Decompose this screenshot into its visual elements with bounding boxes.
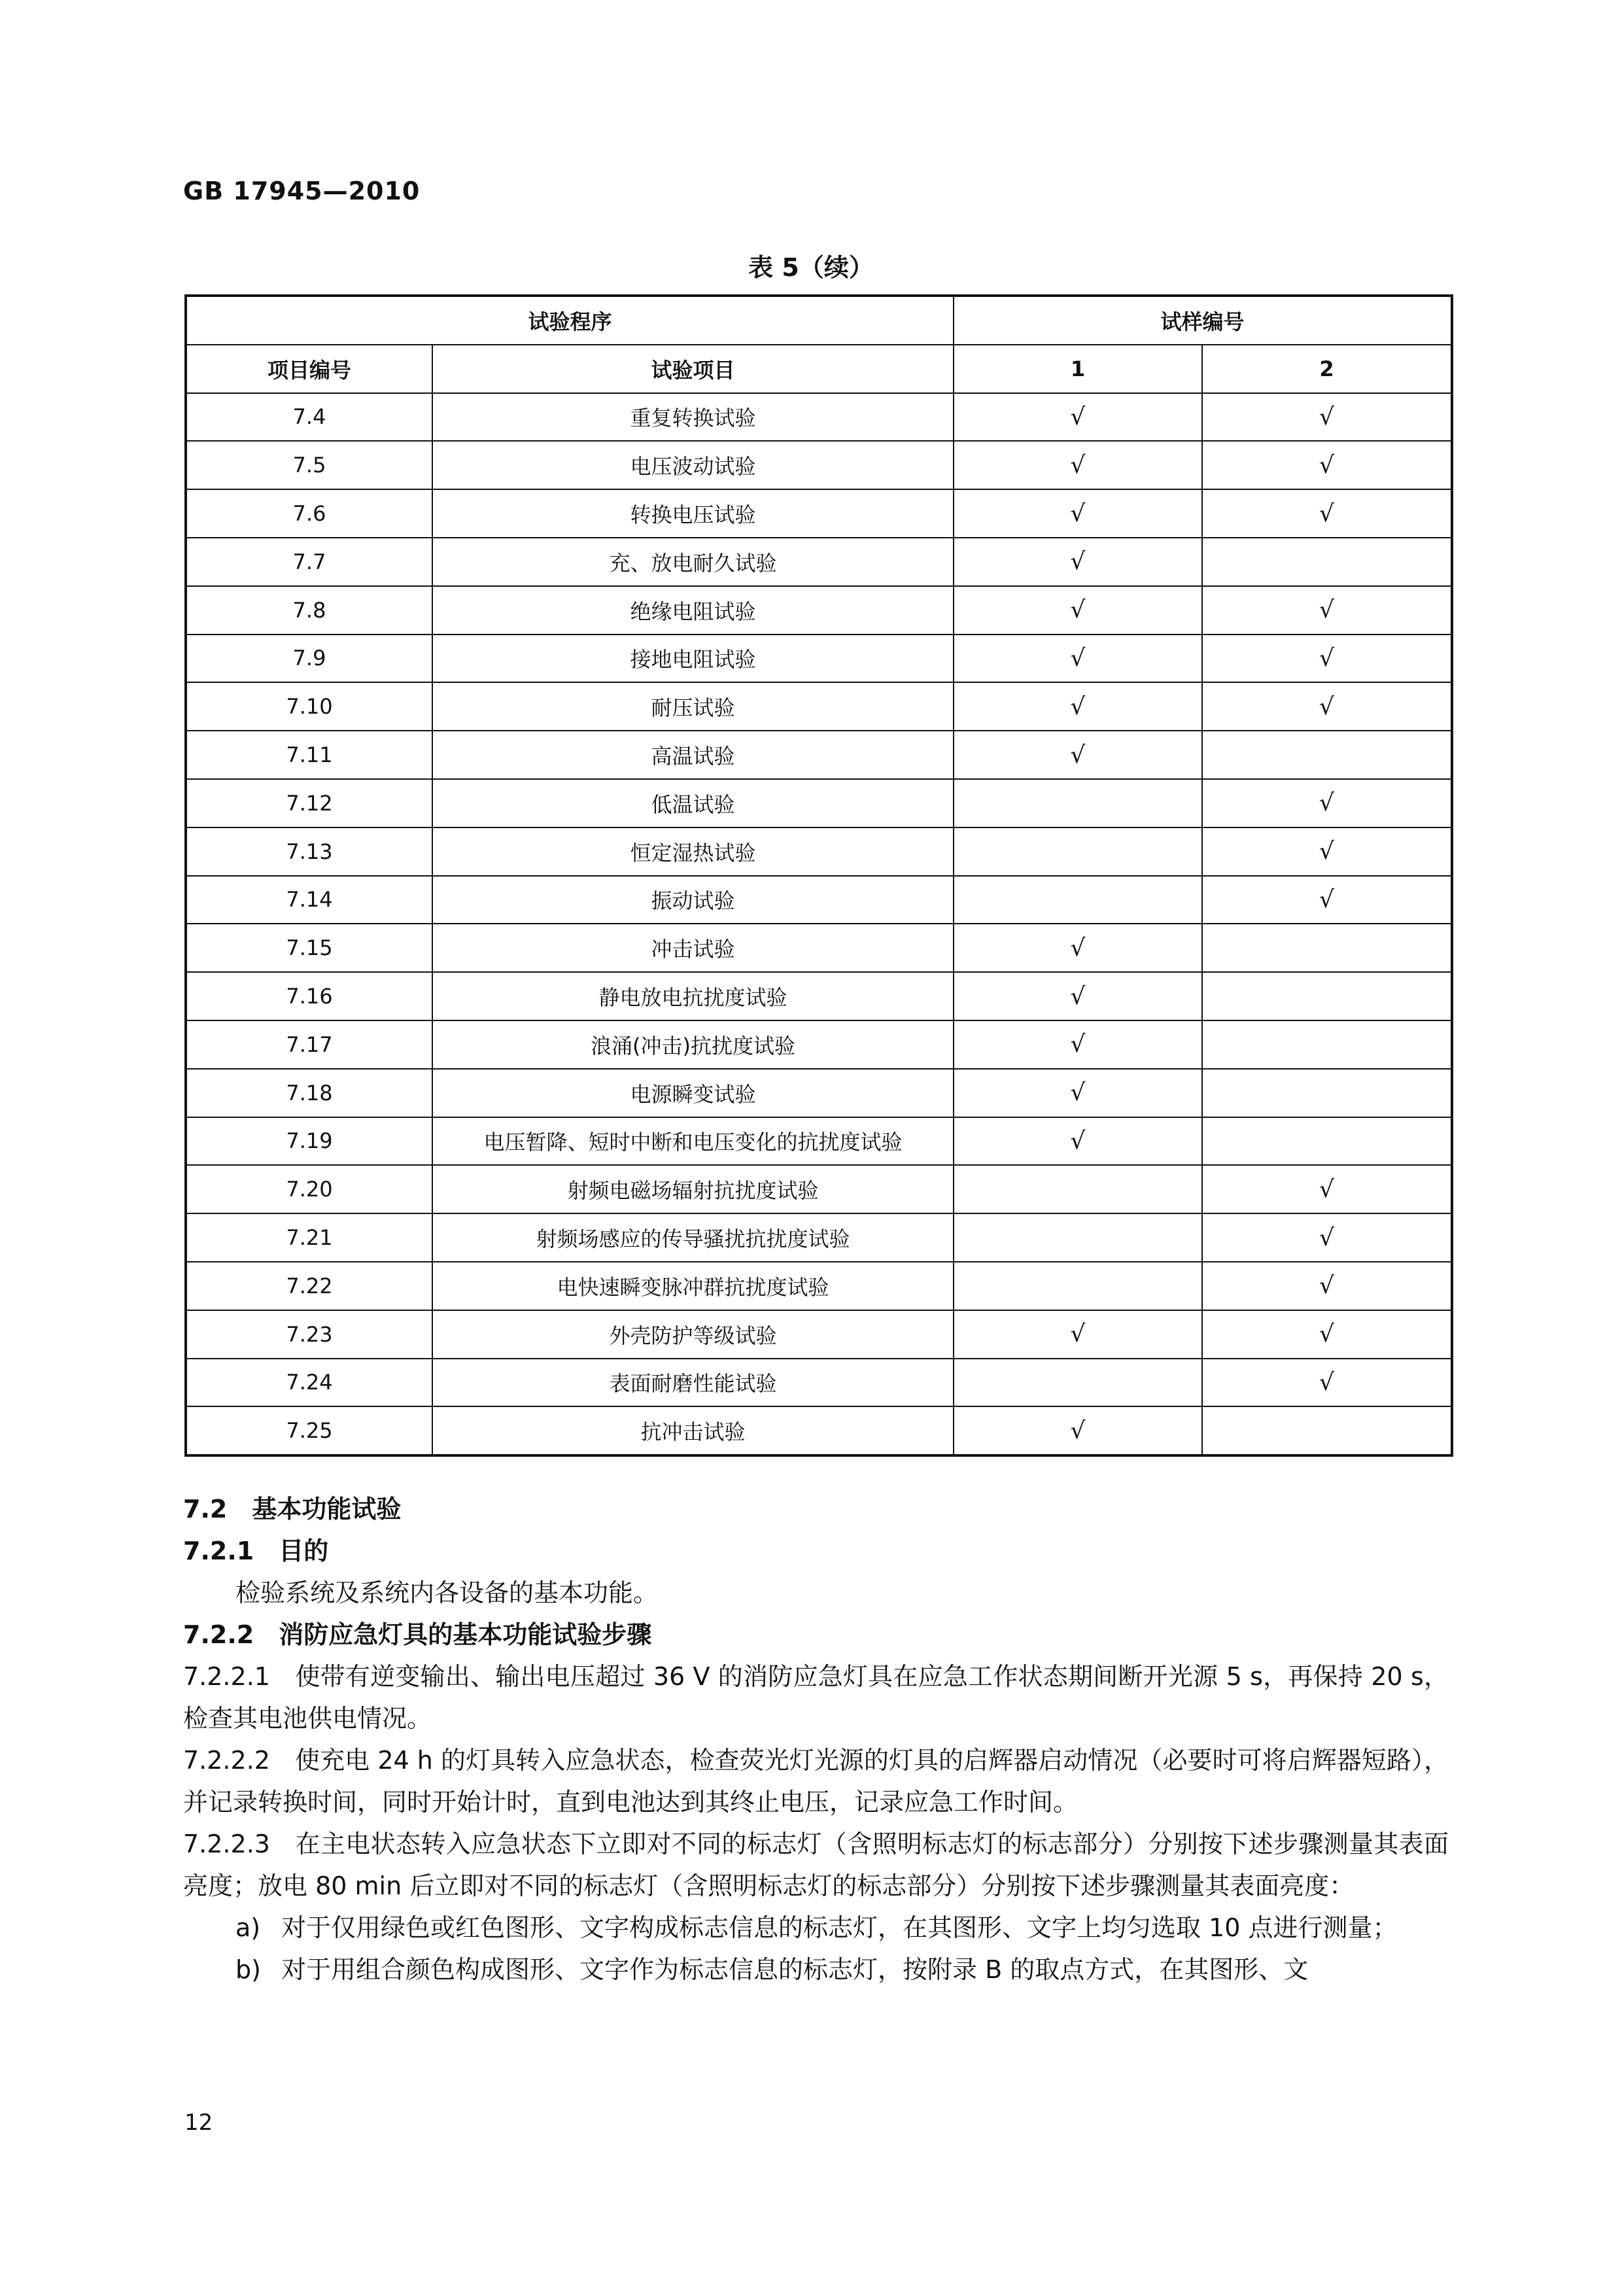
item-name-cell: 电源瞬变试验	[432, 1069, 954, 1117]
sample1-mark-cell: √	[954, 731, 1202, 779]
sample2-mark-cell: √	[1202, 1213, 1452, 1262]
sample2-mark-cell	[1202, 1020, 1452, 1069]
list-item-a-text: 对于仅用绿色或红色图形、文字构成标志信息的标志灯，在其图形、文字上均匀选取 10 点进行测量；	[281, 1913, 1398, 1942]
section-7-2-heading: 7.2 基本功能试验	[183, 1495, 402, 1523]
table-row	[186, 1310, 1452, 1359]
sample1-mark-cell	[954, 1165, 1202, 1213]
item-no-cell: 7.11	[186, 731, 432, 779]
clause-7-2-2-2: 7.2.2.2 使充电 24 h 的灯具转入应急状态，检查荧光灯光源的灯具的启辉器启动情况（必要时可将启辉器短路），并记录转换时间，同时开始计时，直到电池达到其终止电压，记录应急工作时间。	[183, 1746, 1449, 1817]
item-no-cell: 7.14	[186, 876, 432, 924]
procedure-header: 试验程序	[186, 296, 954, 345]
table-row	[186, 635, 1452, 683]
table-group-header-row	[186, 296, 1452, 345]
item-no-cell: 7.22	[186, 1262, 432, 1310]
item-no-cell: 7.24	[186, 1359, 432, 1407]
item-no-cell: 7.5	[186, 441, 432, 489]
item-no-cell: 7.15	[186, 924, 432, 972]
sample2-mark-cell: √	[1202, 827, 1452, 876]
clause-7-2-2-1: 7.2.2.1 使带有逆变输出、输出电压超过 36 V 的消防应急灯具在应急工作状态期间断开光源 5 s，再保持 20 s，检查其电池供电情况。	[183, 1662, 1449, 1733]
table-row	[186, 731, 1452, 779]
sample2-mark-cell: √	[1202, 779, 1452, 827]
table-row	[186, 827, 1452, 876]
item-name-cell: 电压暂降、短时中断和电压变化的抗扰度试验	[432, 1117, 954, 1166]
item-name-cell: 浪涌(冲击)抗扰度试验	[432, 1020, 954, 1069]
item-name-cell: 高温试验	[432, 731, 954, 779]
item-name-cell: 外壳防护等级试验	[432, 1310, 954, 1359]
item-no-cell: 7.20	[186, 1165, 432, 1213]
sample2-header: 2	[1202, 345, 1452, 393]
list-item-b	[183, 1949, 1449, 1991]
item-name-cell: 电快速瞬变脉冲群抗扰度试验	[432, 1262, 954, 1310]
sample2-mark-cell: √	[1202, 635, 1452, 683]
sample2-mark-cell	[1202, 731, 1452, 779]
item-no-cell: 7.6	[186, 489, 432, 538]
item-name-cell: 耐压试验	[432, 682, 954, 731]
table-row	[186, 1165, 1452, 1213]
table-caption: 表 5（续）	[748, 253, 874, 282]
sample1-mark-cell: √	[954, 1310, 1202, 1359]
item-name-cell: 重复转换试验	[432, 393, 954, 442]
item-no-cell: 7.17	[186, 1020, 432, 1069]
item-name-cell: 转换电压试验	[432, 489, 954, 538]
table-row	[186, 538, 1452, 586]
item-no-header: 项目编号	[186, 345, 432, 393]
list-item-a-label: a)	[235, 1913, 261, 1942]
item-no-cell: 7.12	[186, 779, 432, 827]
list-item-b-text: 对于用组合颜色构成图形、文字作为标志信息的标志灯，按附录 B 的取点方式，在其图形、文	[281, 1955, 1309, 1984]
table-column-header-row	[186, 345, 1452, 393]
sample2-mark-cell: √	[1202, 1165, 1452, 1213]
sample1-mark-cell: √	[954, 682, 1202, 731]
sample1-mark-cell: √	[954, 538, 1202, 586]
table-row	[186, 924, 1452, 972]
item-name-cell: 表面耐磨性能试验	[432, 1359, 954, 1407]
item-no-cell: 7.16	[186, 972, 432, 1020]
sample1-mark-cell: √	[954, 1117, 1202, 1166]
table-row	[186, 441, 1452, 489]
table-row	[186, 586, 1452, 635]
sample1-mark-cell: √	[954, 924, 1202, 972]
list-item-b-label: b)	[235, 1955, 261, 1984]
item-name-cell: 接地电阻试验	[432, 635, 954, 683]
sample2-mark-cell: √	[1202, 682, 1452, 731]
sample2-mark-cell	[1202, 1069, 1452, 1117]
list-item-a	[183, 1907, 1449, 1949]
item-name-cell: 恒定湿热试验	[432, 827, 954, 876]
item-no-cell: 7.23	[186, 1310, 432, 1359]
section-7-2-2-heading: 7.2.2 消防应急灯具的基本功能试验步骤	[183, 1620, 652, 1649]
table-row	[186, 489, 1452, 538]
item-name-cell: 充、放电耐久试验	[432, 538, 954, 586]
sample2-mark-cell	[1202, 1117, 1452, 1166]
table-row	[186, 1117, 1452, 1166]
standard-code: GB 17945—2010	[183, 177, 421, 205]
table-row	[186, 393, 1452, 442]
sample1-mark-cell: √	[954, 635, 1202, 683]
sample2-mark-cell: √	[1202, 586, 1452, 635]
item-no-cell: 7.18	[186, 1069, 432, 1117]
table-row	[186, 972, 1452, 1020]
item-no-cell: 7.7	[186, 538, 432, 586]
sample2-mark-cell: √	[1202, 1262, 1452, 1310]
table-row	[186, 682, 1452, 731]
body-section	[183, 1488, 1449, 1991]
sample2-mark-cell	[1202, 972, 1452, 1020]
item-no-cell: 7.19	[186, 1117, 432, 1166]
section-7-2-1-heading: 7.2.1 目的	[183, 1537, 329, 1565]
table-row	[186, 1069, 1452, 1117]
item-name-cell: 射频场感应的传导骚扰抗扰度试验	[432, 1213, 954, 1262]
sample2-mark-cell: √	[1202, 393, 1452, 442]
item-name-cell: 振动试验	[432, 876, 954, 924]
table-row	[186, 1213, 1452, 1262]
sample1-mark-cell: √	[954, 1406, 1202, 1455]
item-no-cell: 7.13	[186, 827, 432, 876]
table-row	[186, 1262, 1452, 1310]
sample1-mark-cell: √	[954, 489, 1202, 538]
sample1-mark-cell	[954, 1359, 1202, 1407]
sample1-mark-cell: √	[954, 972, 1202, 1020]
table-row	[186, 1406, 1452, 1455]
item-no-cell: 7.25	[186, 1406, 432, 1455]
sample1-mark-cell: √	[954, 441, 1202, 489]
item-no-cell: 7.8	[186, 586, 432, 635]
item-name-cell: 抗冲击试验	[432, 1406, 954, 1455]
sample2-mark-cell: √	[1202, 1359, 1452, 1407]
item-no-cell: 7.4	[186, 393, 432, 442]
item-name-cell: 静电放电抗扰度试验	[432, 972, 954, 1020]
test-procedure-table	[184, 294, 1453, 1457]
sample1-mark-cell: √	[954, 1020, 1202, 1069]
table-row	[186, 1359, 1452, 1407]
sample1-mark-cell	[954, 1262, 1202, 1310]
item-name-cell: 电压波动试验	[432, 441, 954, 489]
sample1-mark-cell	[954, 827, 1202, 876]
item-name-cell: 低温试验	[432, 779, 954, 827]
sample1-mark-cell: √	[954, 1069, 1202, 1117]
sample2-mark-cell	[1202, 1406, 1452, 1455]
item-name-header: 试验项目	[432, 345, 954, 393]
sample-no-header: 试样编号	[954, 296, 1452, 345]
table-row	[186, 779, 1452, 827]
sample2-mark-cell	[1202, 538, 1452, 586]
item-name-cell: 射频电磁场辐射抗扰度试验	[432, 1165, 954, 1213]
table-row	[186, 1020, 1452, 1069]
sample2-mark-cell: √	[1202, 441, 1452, 489]
item-no-cell: 7.21	[186, 1213, 432, 1262]
sample1-mark-cell	[954, 876, 1202, 924]
sample1-mark-cell	[954, 779, 1202, 827]
sample1-mark-cell: √	[954, 393, 1202, 442]
sample1-mark-cell	[954, 1213, 1202, 1262]
sample1-header: 1	[954, 345, 1202, 393]
item-name-cell: 绝缘电阻试验	[432, 586, 954, 635]
sample2-mark-cell	[1202, 924, 1452, 972]
sample2-mark-cell: √	[1202, 489, 1452, 538]
clause-7-2-2-3: 7.2.2.3 在主电状态转入应急状态下立即对不同的标志灯（含照明标志灯的标志部分）分别按下述步骤测量其表面亮度；放电 80 min 后立即对不同的标志灯（含照明标志灯的标志部分）分别按下述步骤测量其表面亮度：	[183, 1830, 1449, 1900]
section-7-2-1-text: 检验系统及系统内各设备的基本功能。	[235, 1578, 659, 1607]
sample2-mark-cell: √	[1202, 1310, 1452, 1359]
sample1-mark-cell: √	[954, 586, 1202, 635]
item-no-cell: 7.9	[186, 635, 432, 683]
sample2-mark-cell: √	[1202, 876, 1452, 924]
table-row	[186, 876, 1452, 924]
page-number: 12	[184, 2110, 213, 2136]
item-name-cell: 冲击试验	[432, 924, 954, 972]
item-no-cell: 7.10	[186, 682, 432, 731]
